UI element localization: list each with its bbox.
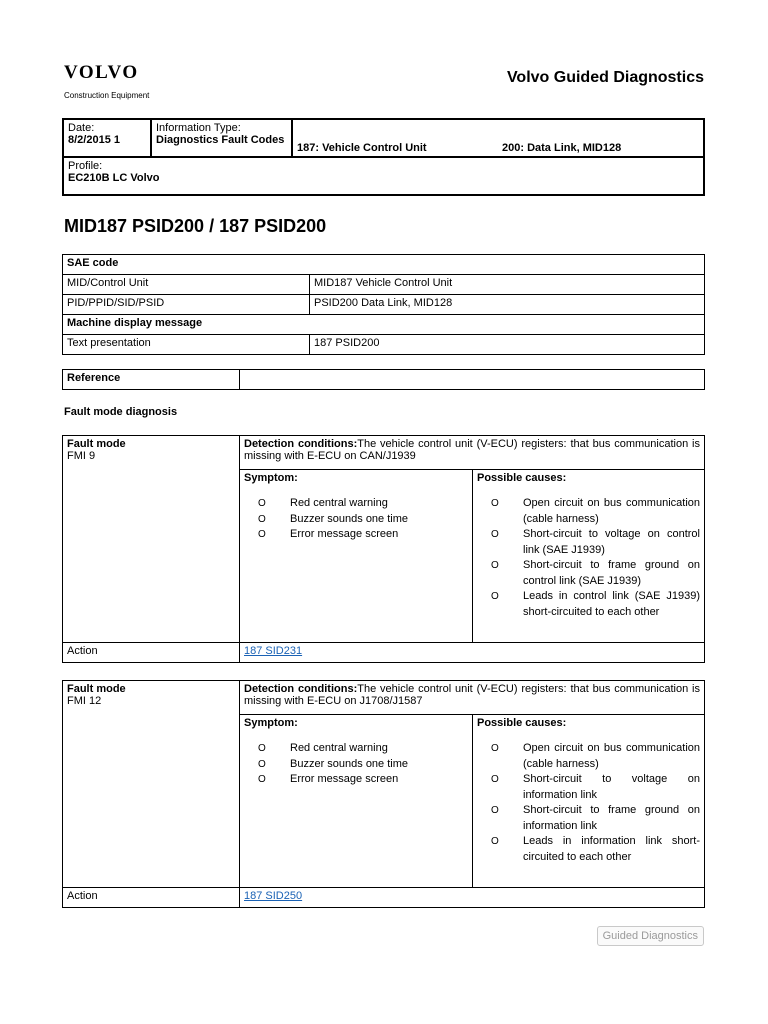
list-item: O Short-circuit to voltage on control link (SAE J1939) (477, 527, 700, 558)
info-type-cell (151, 119, 292, 157)
fault-mode-cell (63, 681, 240, 888)
fault-mode-label: Fault mode (67, 438, 126, 450)
pid-value: PSID200 Data Link, MID128 (310, 295, 705, 315)
date-label: Date: (68, 122, 95, 134)
guided-diagnostics-button[interactable]: Guided Diagnostics (597, 926, 704, 946)
data-link-value: 200: Data Link, MID128 (502, 142, 622, 154)
detection-text: The vehicle control unit (V-ECU) registers: that bus communication is missing with E-ECU on CAN/J1939 (244, 438, 700, 462)
possible-causes-cell (473, 715, 705, 888)
info-type-label: Information Type: (156, 122, 241, 134)
action-cell (240, 643, 705, 663)
list-item: O Buzzer sounds one time (244, 757, 468, 773)
text-presentation-value: 187 PSID200 (310, 335, 705, 355)
list-item: O Leads in information link short-circuited to each other (477, 834, 700, 865)
date-value: 8/2/2015 1 (68, 134, 120, 146)
document-info-table (62, 118, 705, 196)
list-item: O Short-circuit to frame ground on control link (SAE J1939) (477, 558, 700, 589)
display-message-heading: Machine display message (63, 315, 705, 335)
list-item: O Short-circuit to voltage on information link (477, 772, 700, 803)
list-item: O Buzzer sounds one time (244, 512, 468, 528)
action-link[interactable]: 187 SID250 (244, 890, 303, 902)
fault-mode-table (62, 435, 705, 663)
pid-label: PID/PPID/SID/PSID (63, 295, 310, 315)
unit-value: 187: Vehicle Control Unit (297, 142, 427, 154)
info-type-value: Diagnostics Fault Codes (156, 134, 285, 146)
symptom-label: Symptom: (244, 717, 298, 729)
profile-label: Profile: (68, 160, 103, 172)
action-link[interactable]: 187 SID231 (244, 645, 303, 657)
profile-value: EC210B LC Volvo (68, 172, 160, 184)
action-cell (240, 888, 705, 908)
mid-label: MID/Control Unit (63, 275, 310, 295)
list-item: O Error message screen (244, 527, 468, 543)
action-label: Action (63, 888, 240, 908)
fault-mode-cell (63, 436, 240, 643)
symptom-cell (240, 470, 473, 643)
app-title: Volvo Guided Diagnostics (506, 69, 704, 86)
logo-subtitle: Construction Equipment (64, 91, 150, 100)
detection-label: Detection conditions: (244, 683, 358, 695)
volvo-logo: VOLVO (64, 62, 139, 83)
unit-cell (292, 119, 498, 157)
page-title: MID187 PSID200 / 187 PSID200 (64, 216, 327, 236)
sae-code-table (62, 254, 705, 355)
list-item: O Red central warning (244, 496, 468, 512)
fault-mode-table (62, 680, 705, 908)
list-item: O Red central warning (244, 741, 468, 757)
list-item: O Leads in control link (SAE J1939) short-circuited to each other (477, 589, 700, 620)
fmi-value: FMI 9 (67, 450, 96, 462)
symptom-label: Symptom: (244, 472, 298, 484)
causes-label: Possible causes: (477, 472, 567, 484)
list-item: O Short-circuit to frame ground on information link (477, 803, 700, 834)
list-item: O Open circuit on bus communication (cable harness) (477, 496, 700, 527)
fault-mode-label: Fault mode (67, 683, 126, 695)
date-cell (63, 119, 151, 157)
sae-code-heading: SAE code (63, 255, 705, 275)
causes-label: Possible causes: (477, 717, 567, 729)
mid-value: MID187 Vehicle Control Unit (310, 275, 705, 295)
symptom-cell (240, 715, 473, 888)
action-label: Action (63, 643, 240, 663)
detection-conditions-cell (240, 436, 705, 470)
detection-conditions-cell (240, 681, 705, 715)
reference-table (62, 369, 705, 390)
detection-label: Detection conditions: (244, 438, 358, 450)
profile-cell (63, 157, 704, 195)
fmi-value: FMI 12 (67, 695, 102, 707)
list-item: O Open circuit on bus communication (cable harness) (477, 741, 700, 772)
reference-value (240, 370, 705, 390)
possible-causes-cell (473, 470, 705, 643)
fault-mode-heading: Fault mode diagnosis (64, 406, 178, 418)
detection-text: The vehicle control unit (V-ECU) registers: that bus communication is missing with E-ECU on J1708/J1587 (244, 683, 700, 707)
reference-label: Reference (63, 370, 240, 390)
data-link-cell (498, 119, 704, 157)
text-presentation-label: Text presentation (63, 335, 310, 355)
list-item: O Error message screen (244, 772, 468, 788)
